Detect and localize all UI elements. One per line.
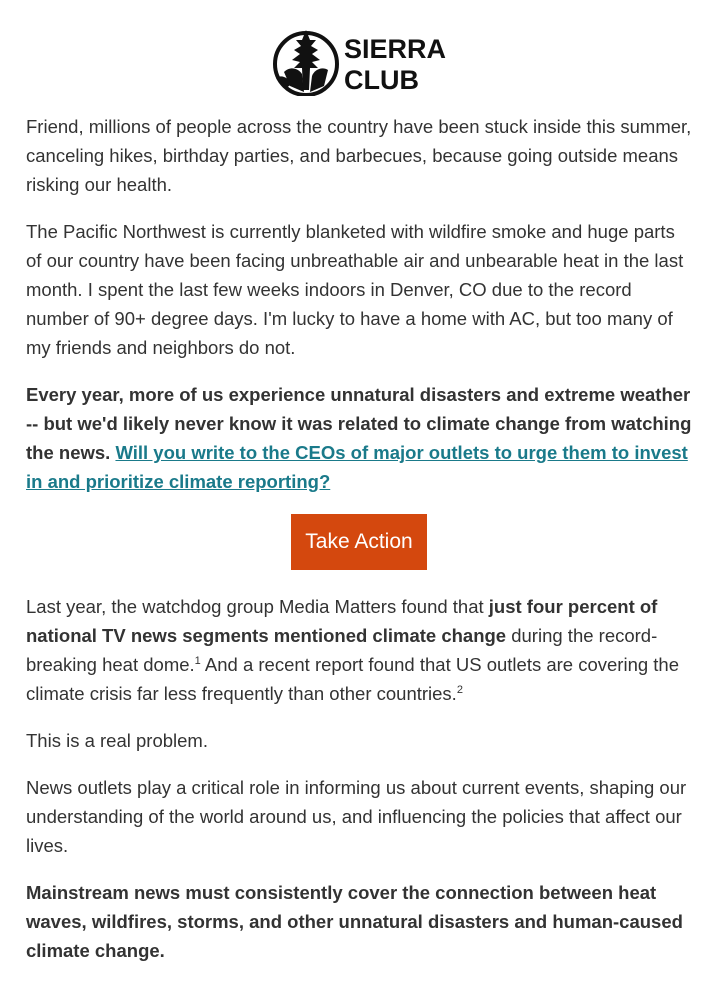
p7-bold-text: Mainstream news must consistently cover the connection between heat waves, wildfires, storms, and other unnatural disasters and human-caused climate change. xyxy=(26,882,683,961)
cta-container xyxy=(26,514,692,570)
paragraph-intro: Friend, millions of people across the country have been stuck inside this summer, canceling hikes, birthday parties, and barbecues, because going outside means risking our health. xyxy=(26,116,692,195)
paragraph-mainstream-news xyxy=(26,878,692,965)
p4-start-text: Last year, the watchdog group Media Matters found that xyxy=(26,596,489,617)
paragraph-news-coverage xyxy=(26,380,692,496)
email-header xyxy=(0,0,720,112)
paragraph-pacific-northwest: The Pacific Northwest is currently blanketed with wildfire smoke and huge parts of our country have been facing unbreathable air and unbearable heat in the last month. I spent the last few weeks indoors in Denver, CO due to the record number of 90+ degree days. I'm lucky to have a home with AC, but too many of my friends and neighbors do not. xyxy=(26,221,684,358)
sierra-club-logo[interactable] xyxy=(272,28,452,96)
logo-line2: CLUB xyxy=(344,65,419,95)
email-body xyxy=(26,112,692,983)
p4-bold-text: just four percent of national TV news segments mentioned climate change xyxy=(26,596,658,646)
p4-mid-text: during the record-breaking heat dome. xyxy=(26,625,658,675)
take-action-button[interactable]: Take Action xyxy=(291,514,426,570)
write-ceos-link[interactable]: Will you write to the CEOs of major outlets to urge them to invest in and prioritize climate reporting? xyxy=(26,442,688,492)
paragraph-real-problem: This is a real problem. xyxy=(26,730,208,751)
logo-line1: SIERRA xyxy=(344,34,447,64)
footnote-ref-1[interactable]: 1 xyxy=(194,654,201,667)
bold-statement: Every year, more of us experience unnatural disasters and extreme weather -- but we'd likely never know it was related to climate change from watching the news. xyxy=(26,384,692,463)
paragraph-news-role: News outlets play a critical role in informing us about current events, shaping our understanding of the world around us, and influencing the policies that affect our lives. xyxy=(26,777,687,856)
footnote-ref-2[interactable]: 2 xyxy=(456,683,463,696)
sequoia-tree-icon xyxy=(275,30,337,95)
paragraph-media-matters xyxy=(26,592,692,708)
p4-end-text: And a recent report found that US outlets are covering the climate crisis far less frequently than other countries. xyxy=(26,654,680,704)
